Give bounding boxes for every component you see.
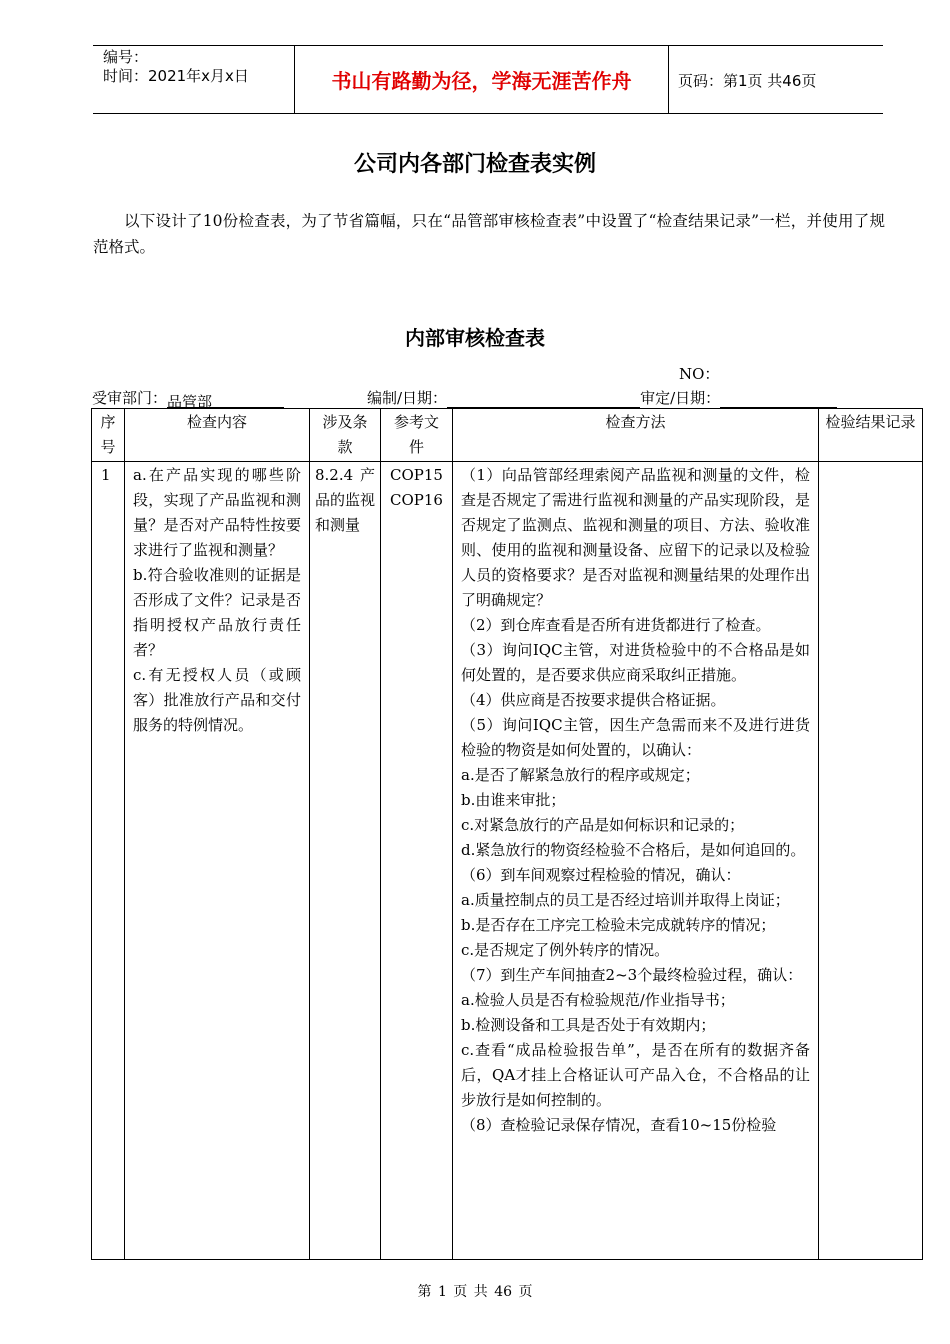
content-item: c.有无授权人员（或顾客）批准放行产品和交付服务的特例情况。 (133, 666, 301, 734)
header-content: 检查内容 (125, 409, 310, 462)
clause-cell: 8.2.4产品的监视和测量 (310, 462, 381, 1260)
method-item: c.查看“成品检验报告单”，是否在所有的数据齐备后，QA才挂上合格证认可产品入仓，不合格品的让步放行是如何控制的。 (461, 1041, 810, 1109)
method-item: c.是否规定了例外转序的情况。 (461, 941, 670, 959)
method-item: b.检测设备和工具是否处于有效期内； (461, 1016, 716, 1034)
intro-paragraph: 以下设计了10份检查表，为了节省篇幅，只在“品管部审核检查表”中设置了“检查结果记录”一栏，并使用了规范格式。 (93, 212, 885, 256)
method-item: a.检验人员是否有检验规范/作业指导书； (461, 991, 735, 1009)
header-no: 序号 (92, 409, 125, 462)
checklist-title: 内部审核检查表 (405, 326, 545, 350)
dept-field (92, 387, 284, 411)
check-method-cell (453, 462, 819, 1260)
row-number: 1 (92, 462, 125, 1260)
header-slogan: 书山有路勤为径，学海无涯苦作舟 (294, 46, 669, 113)
header-page-info: 页码：第1页 共46页 (678, 72, 817, 90)
method-item: b.由谁来审批； (461, 791, 566, 809)
method-item: a.质量控制点的员工是否经过培训并取得上岗证； (461, 891, 790, 909)
dept-value: 品管部 (167, 393, 213, 411)
table-header-row (92, 409, 923, 462)
prepared-label: 编制/日期： (367, 389, 448, 407)
method-item: d.紧急放行的物资经检验不合格后，是如何追回的。 (461, 841, 806, 859)
method-item: （4）供应商是否按要求提供合格证据。 (461, 691, 726, 709)
document-title: 公司内各部门检查表实例 (353, 152, 596, 177)
method-item: c.对紧急放行的产品是如何标识和记录的； (461, 816, 745, 834)
method-item: （3）询问IQC主管，对进货检验中的不合格品是如何处置的，是否要求供应商采取纠正措施。 (461, 641, 810, 684)
method-item: （5）询问IQC主管，因生产急需而来不及进行进货检验的物资是如何处置的，以确认： (461, 716, 810, 759)
approved-blank (720, 391, 837, 408)
check-content-cell (125, 462, 310, 1260)
header-clause: 涉及条款 (310, 409, 381, 462)
number-label: 编号： (103, 48, 149, 66)
approved-label: 审定/日期： (640, 389, 721, 407)
method-item: b.是否存在工序完工检验未完成就转序的情况； (461, 916, 776, 934)
result-cell (819, 462, 923, 1260)
method-item: （6）到车间观察过程检验的情况，确认： (461, 866, 741, 884)
method-item: （8）查检验记录保存情况，查看10~15份检验 (461, 1116, 777, 1134)
form-no-label: NO： (679, 365, 720, 383)
page-header (93, 45, 883, 114)
method-item: （2）到仓库查看是否所有进货都进行了检查。 (461, 616, 771, 634)
method-item: （7）到生产车间抽查2~3个最终检验过程，确认： (461, 966, 803, 984)
header-result: 检验结果记录 (819, 409, 923, 462)
header-left (103, 48, 293, 86)
header-method: 检查方法 (453, 409, 819, 462)
table-row (92, 462, 923, 1260)
prepared-field (367, 387, 837, 408)
reference-doc: COP15 (390, 466, 443, 484)
content-item: a.在产品实现的哪些阶段，实现了产品监视和测量？是否对产品特性按要求进行了监视和测量？ (133, 466, 301, 559)
reference-doc: COP16 (390, 491, 443, 509)
time-label: 时间：2021年x月x日 (103, 67, 249, 85)
method-item: a.是否了解紧急放行的程序或规定； (461, 766, 700, 784)
dept-label: 受审部门： (92, 389, 168, 407)
prepared-blank (447, 391, 640, 408)
content-item: b.符合验收准则的证据是否形成了文件？记录是否指明授权产品放行责任者？ (133, 566, 301, 659)
checklist-table (91, 408, 923, 1260)
header-reference: 参考文件 (381, 409, 453, 462)
reference-cell (381, 462, 453, 1260)
page-footer: 第 1 页 共 46 页 (417, 1284, 533, 1300)
method-item: （1）向品管部经理索阅产品监视和测量的文件，检查是否规定了需进行监视和测量的产品实现阶段，是否规定了监测点、监视和测量的项目、方法、验收准则、使用的监视和测量设备、应留下的记录以及检验人员的资格要求？是否对监视和测量结果的处理作出了明确规定？ (461, 466, 810, 609)
